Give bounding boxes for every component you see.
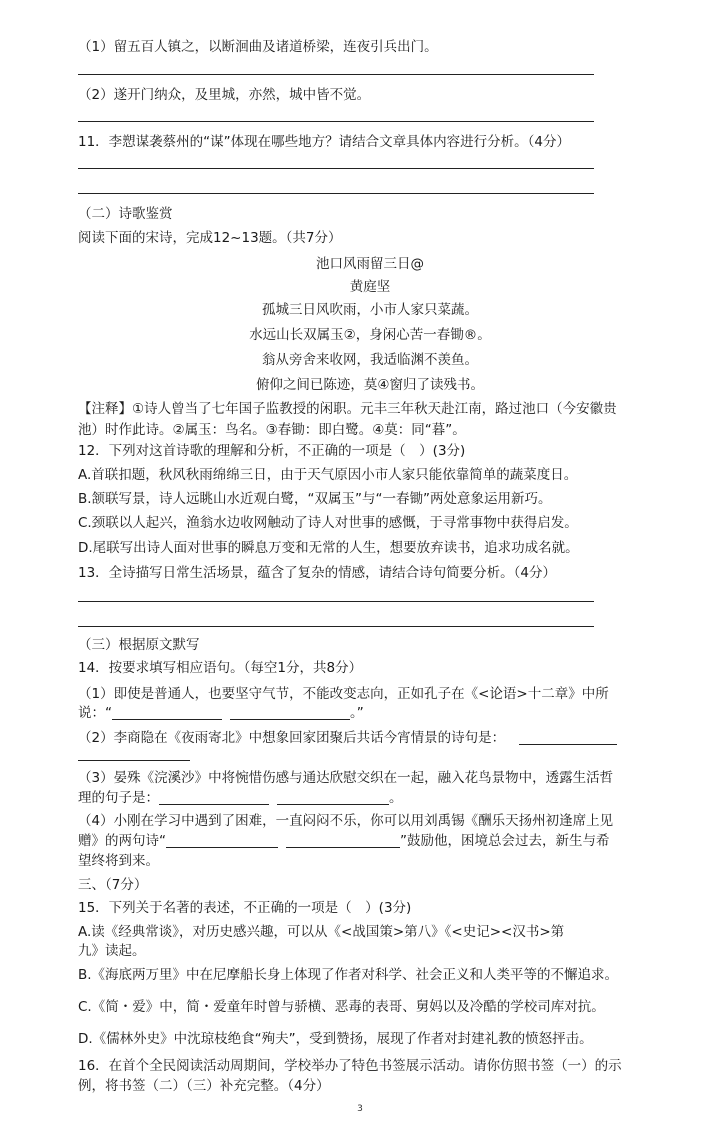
q15-option-c: C.《简・爱》中，简・爱童年时曾与骄横、恶毒的表哥、舅妈以及冷酷的学校司库对抗。 xyxy=(78,999,605,1015)
q14-item-4: （4）小刚在学习中遇到了困难，一直闷闷不乐，你可以用刘禹锡《酬乐天扬州初逢席上见 xyxy=(78,813,614,829)
q16-question-cont: 例，将书签（二）（三）补充完整。（4分） xyxy=(78,1078,330,1094)
q10-item-2: （2）遂开门纳众，及里城，亦然，城中皆不觉。 xyxy=(78,87,371,103)
answer-line xyxy=(78,626,594,627)
q15-question: 15．下列关于名著的表述，不正确的一项是（ ）(3分) xyxy=(78,900,412,916)
q12-option-c: C.颈联以人起兴，渔翁水边收网触动了诗人对世事的感慨，于寻常事物中获得启发。 xyxy=(78,515,578,531)
answer-line xyxy=(78,74,594,75)
q15-option-a: A.读《经典常谈》，对历史感兴趣，可以从《<战国策>第八》《<史记><汉书>第 xyxy=(78,924,565,940)
poem-line: 翁从旁舍来收网，我适临渊不羡鱼。 xyxy=(262,352,478,368)
fill-blank[interactable] xyxy=(78,746,190,761)
answer-line xyxy=(78,168,594,169)
fill-blank[interactable] xyxy=(277,790,389,805)
q12-option-d: D.尾联写出诗人面对世事的瞬息万变和无常的人生，想要放弃读书，追求功成名就。 xyxy=(78,540,579,556)
q14-item-1: （1）即使是普通人，也要坚守气节，不能改变志向，正如孔子在《<论语>十二章》中所 xyxy=(78,686,609,702)
q12-option-b: B.颔联写景，诗人远眺山水近观白鹭，“双属玉”与“一春锄”两处意象运用新巧。 xyxy=(78,491,552,507)
part-three-heading: 三、（7分） xyxy=(78,877,148,893)
q15-option-d: D.《儒林外史》中沈琼枝绝食“殉夫”，受到赞扬，展现了作者对封建礼教的愤怒抨击。 xyxy=(78,1031,593,1047)
section-heading-recite: （三）根据原文默写 xyxy=(78,637,200,653)
poem-line: 孤城三日风吹雨，小市人家只菜蔬。 xyxy=(262,302,478,318)
poetry-intro: 阅读下面的宋诗，完成12~13题。（共7分） xyxy=(78,230,342,246)
q10-item-1: （1）留五百人镇之，以断洄曲及诸道桥梁，连夜引兵出门。 xyxy=(78,39,438,55)
fill-blank[interactable] xyxy=(112,705,222,720)
page-number: 3 xyxy=(357,1104,363,1114)
q14-item-2: （2）李商隐在《夜雨寄北》中想象回家团聚后共话今宵情景的诗句是： xyxy=(78,729,617,747)
poem-notes: 池）时作此诗。②属玉：鸟名。③春锄：即白鹭。④莫：同“暮”。 xyxy=(78,422,466,438)
q12-question: 12．下列对这首诗歌的理解和分析，不正确的一项是（ ）(3分) xyxy=(78,443,466,459)
answer-line xyxy=(78,193,594,194)
q14-item-3: （3）晏殊《浣溪沙》中将惋惜伤感与通达欣慰交织在一起，融入花鸟景物中，透露生活哲 xyxy=(78,770,614,786)
poem-line: 俯仰之间已陈迹，莫④窗归了读残书。 xyxy=(255,377,485,393)
q16-question: 16．在首个全民阅读活动周期间，学校举办了特色书签展示活动。请你仿照书签（一）的示 xyxy=(78,1058,622,1074)
poem-line: 水远山长双属玉②，身闲心苦一春锄®。 xyxy=(249,327,491,343)
section-heading-poetry: （二）诗歌鉴赏 xyxy=(78,206,173,222)
fill-blank[interactable] xyxy=(286,833,400,848)
q15-option-b: B.《海底两万里》中在尼摩船长身上体现了作者对科学、社会正义和人类平等的不懈追求。 xyxy=(78,967,619,983)
q13-question: 13．全诗描写日常生活场景，蕴含了复杂的情感，请结合诗句简要分析。（4分） xyxy=(78,565,557,581)
answer-line xyxy=(78,601,594,602)
q14-item-1-cont: 说：“ 。” xyxy=(78,705,364,721)
q14-item-3-cont: 理的句子是： 。 xyxy=(78,790,403,806)
q14-item-4-cont: 赠》的两句诗“ ”鼓励他，困境总会过去，新生与希 xyxy=(78,833,610,849)
q12-option-a: A.首联扣题，秋风秋雨绵绵三日，由于天气原因小市人家只能依靠简单的蔬菜度日。 xyxy=(78,467,578,483)
fill-blank[interactable] xyxy=(230,705,350,720)
fill-blank[interactable] xyxy=(166,833,278,848)
q14-item-4-end: 望终将到来。 xyxy=(78,853,159,869)
fill-blank[interactable] xyxy=(519,730,617,745)
poem-title: 池口风雨留三日@ xyxy=(316,256,424,272)
q14-question: 14．按要求填写相应语句。（每空1分，共8分） xyxy=(78,660,363,676)
fill-blank[interactable] xyxy=(159,790,269,805)
poem-author: 黄庭坚 xyxy=(349,279,391,295)
q11-question: 11．李愬谋袭蔡州的“谋”体现在哪些地方？请结合文章具体内容进行分析。（4分） xyxy=(78,134,571,150)
poem-notes: 【注释】①诗人曾当了七年国子监教授的闲职。元丰三年秋天赴江南，路过池口（今安徽贵 xyxy=(78,401,617,417)
answer-line xyxy=(78,121,594,122)
q15-option-a-cont: 九》读起。 xyxy=(78,943,146,959)
